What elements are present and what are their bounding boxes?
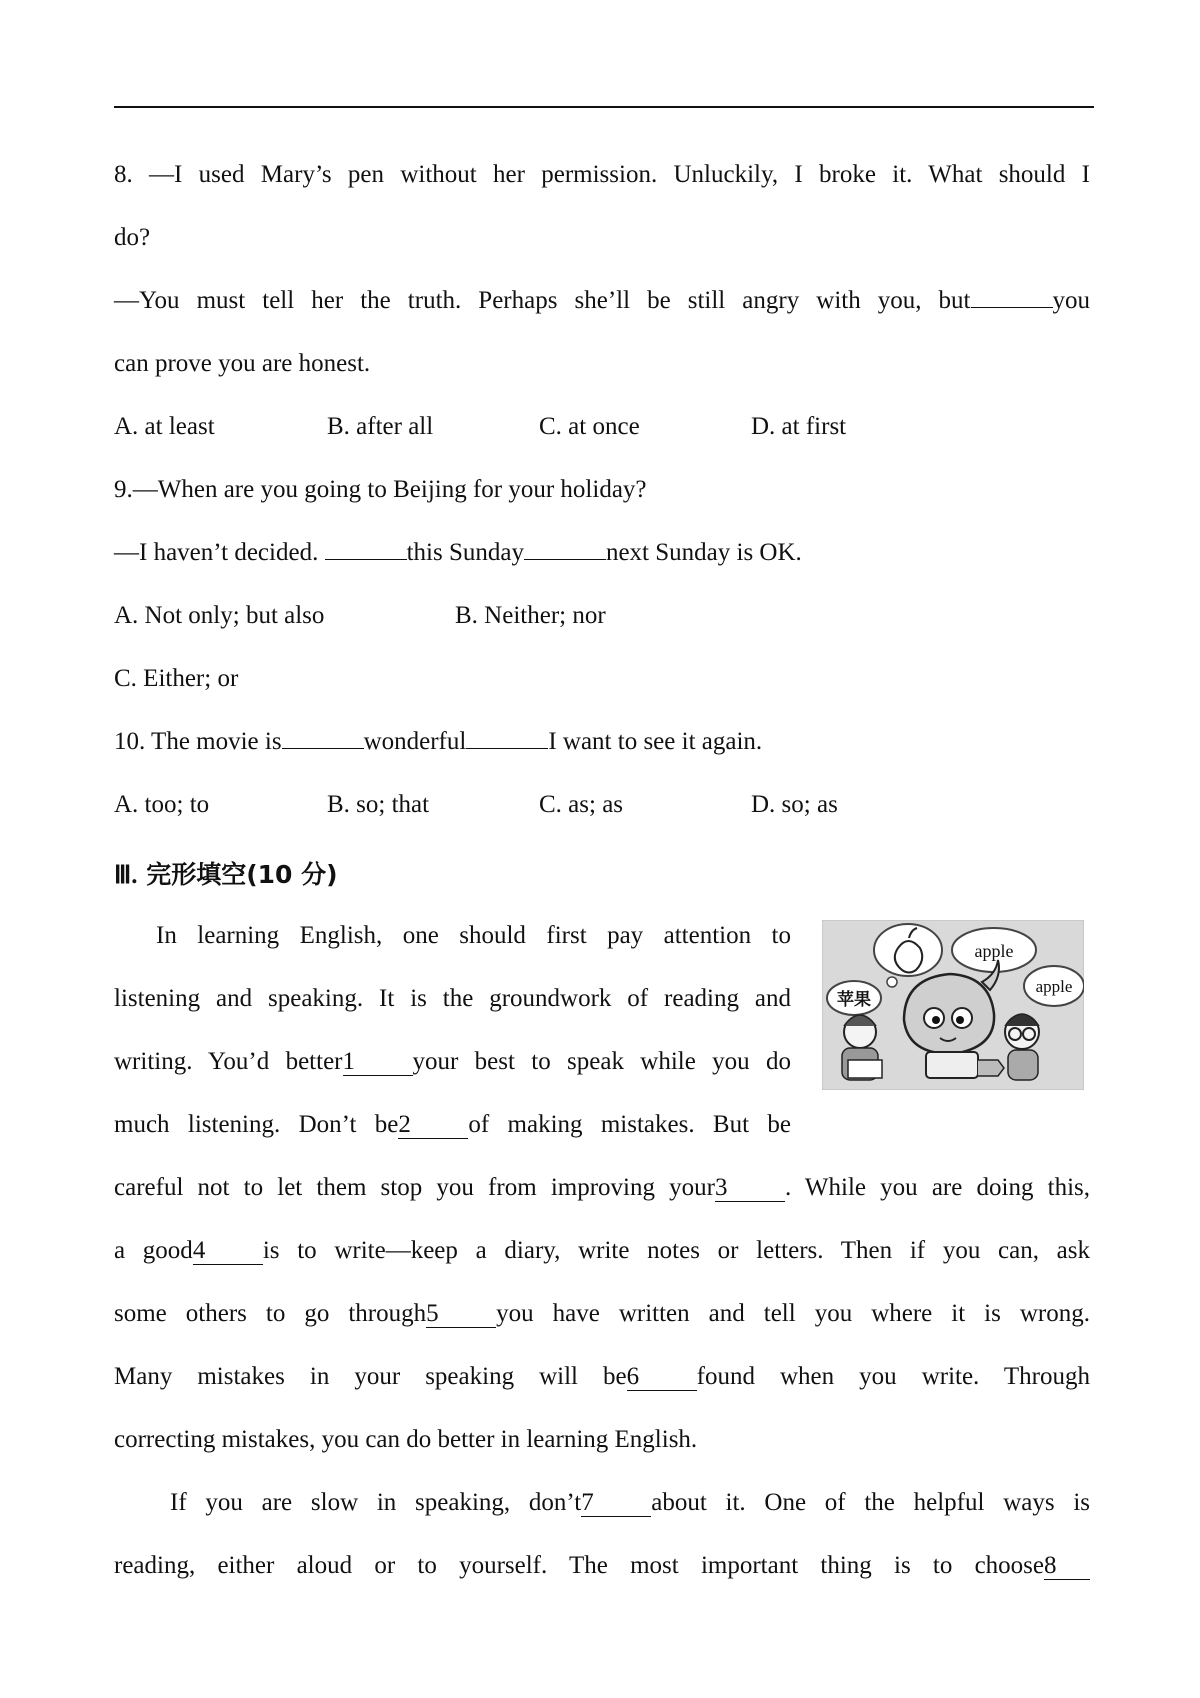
blank-2: 2: [398, 1112, 468, 1139]
q10-option-a: A. too; to: [114, 791, 210, 818]
passage-line-3: [114, 1046, 791, 1078]
q10-option-b: B. so; that: [327, 791, 430, 818]
passage-line-7-a: some others to go through: [114, 1300, 427, 1327]
q8-blank: [971, 285, 1053, 308]
q8-option-d: D. at first: [751, 413, 847, 440]
q9-line-2-a: —I haven’t decided.: [114, 539, 325, 566]
blank-7: 7: [581, 1490, 651, 1517]
passage-line-8: [114, 1361, 1090, 1393]
bubble-word-1: apple: [974, 941, 1014, 961]
q8-line-4: can prove you are honest.: [114, 350, 371, 377]
q10-line: [114, 726, 762, 758]
q10-blank-1: [282, 726, 364, 749]
q10-line-b: wonderful: [363, 728, 467, 755]
blank-6: 6: [627, 1364, 697, 1391]
passage-line-10-b: about it. One of the helpful ways is: [651, 1489, 1090, 1516]
passage-line-2: listening and speaking. It is the groundwork of reading and: [114, 985, 791, 1012]
q8-option-c: C. at once: [539, 413, 640, 440]
q9-blank-1: [325, 537, 407, 560]
q8-option-b: B. after all: [327, 413, 434, 440]
cartoon-illustration: [822, 920, 1084, 1090]
passage-line-4: [114, 1109, 791, 1141]
passage-line-9: correcting mistakes, you can do better in learning English.: [114, 1426, 698, 1453]
passage-line-8-b: found when you write. Through: [696, 1363, 1090, 1390]
q9-option-a: A. Not only; but also: [114, 602, 325, 629]
passage-line-4-b: of making mistakes. But be: [468, 1111, 791, 1138]
passage-line-5: [114, 1172, 1090, 1204]
passage-line-7-b: you have written and tell you where it is wrong.: [496, 1300, 1090, 1327]
blank-5: 5: [426, 1301, 496, 1328]
section-title: 完形填空(10 分): [137, 860, 338, 889]
passage-line-7: [114, 1298, 1090, 1330]
q10-option-c: C. as; as: [539, 791, 624, 818]
passage-line-11-a: reading, either aloud or to yourself. The most important thing is to choose: [114, 1552, 1044, 1579]
q9-line-2: [114, 537, 802, 569]
q9-line-1: 9.—When are you going to Beijing for your holiday?: [114, 476, 647, 503]
q9-option-c: C. Either; or: [114, 665, 239, 692]
passage-line-4-a: much listening. Don’t be: [114, 1111, 399, 1138]
bubble-word-2: apple: [1035, 977, 1073, 996]
q8-line-3-text: —You must tell her the truth. Perhaps she’ll be still angry with you, but: [114, 287, 971, 314]
q9-blank-2: [524, 537, 606, 560]
passage-line-3-a: writing. You’d better: [114, 1048, 343, 1075]
apple-icon: [895, 941, 922, 973]
passage-line-10-a: If you are slow in speaking, don’t: [170, 1489, 582, 1516]
passage-line-5-a: careful not to let them stop you from improving your: [114, 1174, 715, 1201]
blank-4: 4: [193, 1238, 263, 1265]
passage-line-8-a: Many mistakes in your speaking will be: [114, 1363, 627, 1390]
passage-line-6-a: a good: [114, 1237, 193, 1264]
q10-line-a: 10. The movie is: [114, 728, 282, 755]
passage-line-11: [114, 1550, 1090, 1582]
q10-option-d: D. so; as: [751, 791, 838, 818]
bubble-word-cn: 苹果: [837, 990, 871, 1010]
passage-line-5-b: . While you are doing this,: [784, 1174, 1090, 1201]
q9-line-2-b: this Sunday: [406, 539, 524, 566]
q10-line-c: I want to see it again.: [548, 728, 763, 755]
q8-line-1: 8. —I used Mary’s pen without her permission. Unluckily, I broke it. What should I: [114, 161, 1090, 188]
blank-8: 8: [1044, 1553, 1090, 1580]
passage-line-3-b: your best to speak while you do: [412, 1048, 791, 1075]
passage-line-1: In learning English, one should first pay attention to: [156, 922, 791, 949]
q10-blank-2: [466, 726, 548, 749]
section-number: Ⅲ.: [114, 862, 138, 889]
header-rule: [114, 106, 1094, 108]
q9-line-2-c: next Sunday is OK.: [605, 539, 802, 566]
section-heading: [114, 859, 338, 892]
q8-option-a: A. at least: [114, 413, 215, 440]
q9-option-b: B. Neither; nor: [455, 602, 606, 629]
passage-line-6-b: is to write—keep a diary, write notes or letters. Then if you can, ask: [262, 1237, 1090, 1264]
q8-line-3-end: you: [1052, 287, 1090, 314]
q8-line-2: do?: [114, 224, 151, 251]
blank-1: 1: [343, 1049, 413, 1076]
q8-line-3: [114, 285, 1090, 317]
passage-line-10: [170, 1487, 1090, 1519]
blank-3: 3: [715, 1175, 785, 1202]
passage-line-6: [114, 1235, 1090, 1267]
